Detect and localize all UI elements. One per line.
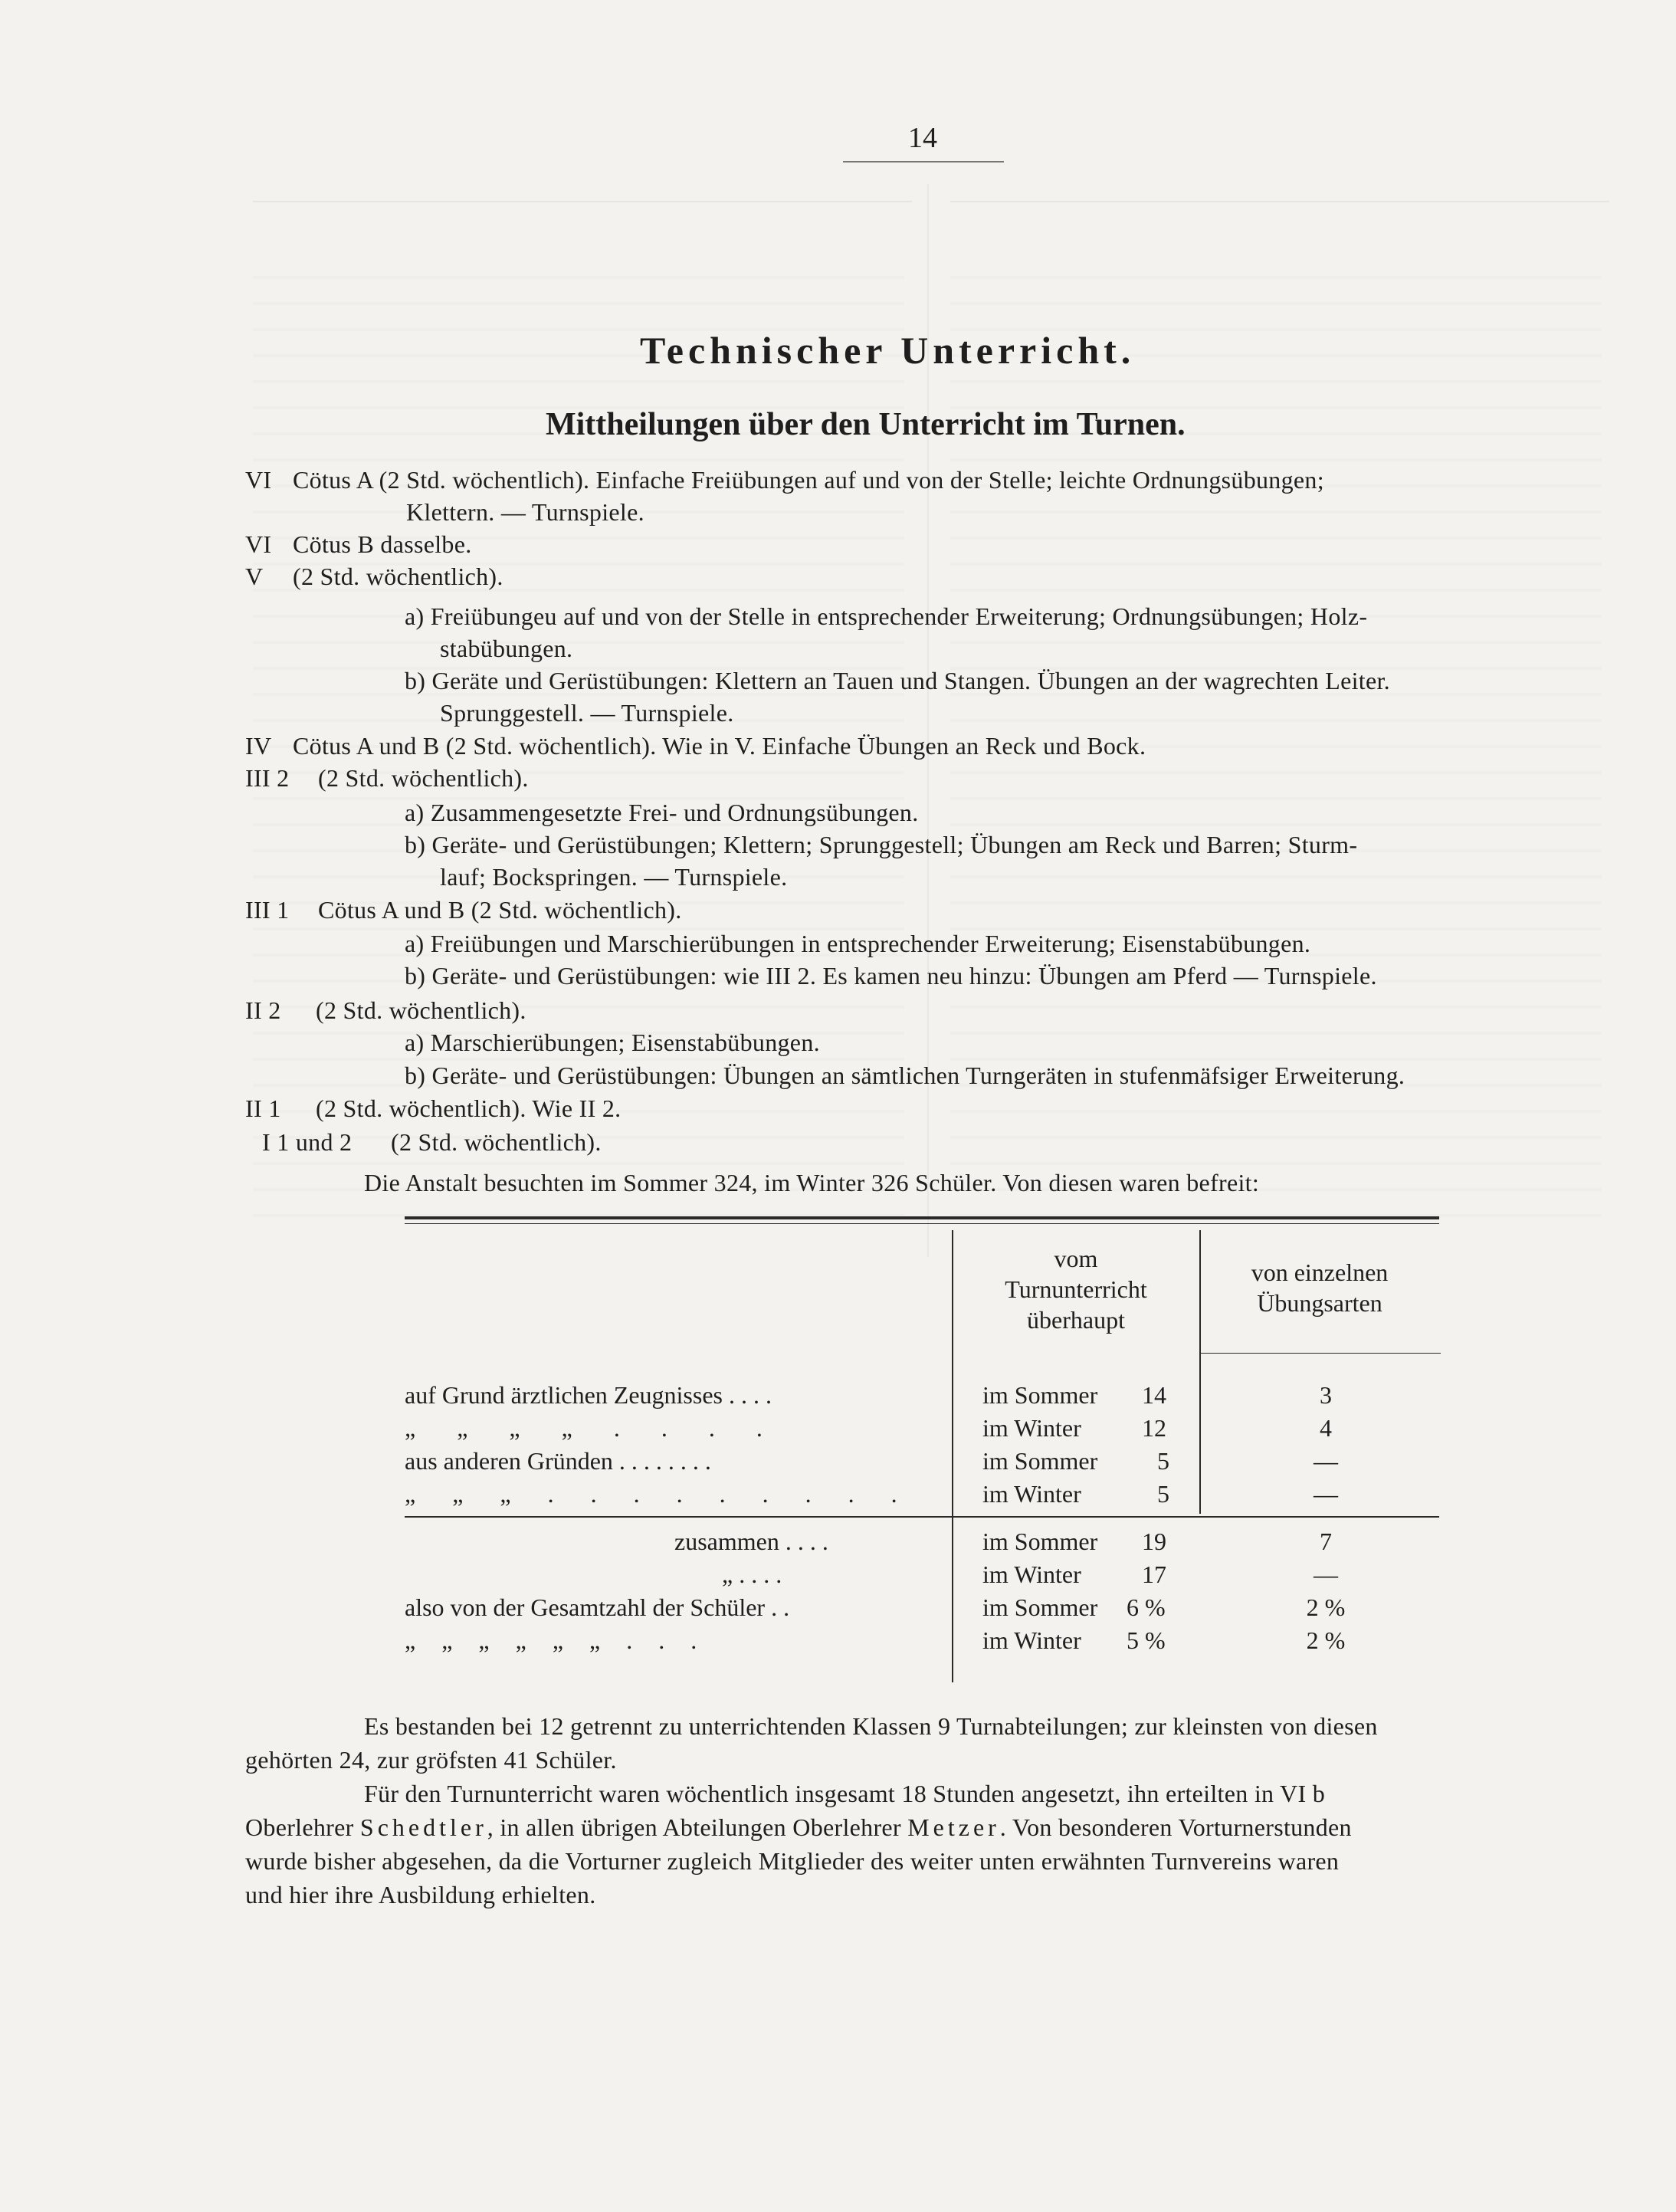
paragraph-2-line-1: Für den Turnunterricht waren wöchentlich insgesamt 18 Stunden angesetzt, ihn erteilten in VI b <box>364 1780 1326 1807</box>
page-number: 14 <box>908 122 937 154</box>
paragraph-2-text: Oberlehrer <box>245 1813 354 1841</box>
table-sum-count: 17 <box>1142 1561 1166 1588</box>
class-vi-a-text: Cötus A (2 Std. wöchentlich). Einfache Freiübungen auf und von der Stelle; leichte Ordnungsübungen; <box>293 466 1324 494</box>
table-row-season: im Sommer <box>982 1447 1098 1475</box>
header-line: Übungsarten <box>1257 1289 1382 1317</box>
paragraph-1-line-1: Es bestanden bei 12 getrennt zu unterrichtenden Klassen 9 Turnabteilungen; zur kleinsten von diesen <box>364 1712 1378 1740</box>
table-row-season: im Winter <box>982 1414 1081 1442</box>
table-header-total <box>953 1243 1199 1335</box>
class-iv-text: Cötus A und B (2 Std. wöchentlich). Wie in V. Einfache Übungen an Reck und Bock. <box>293 732 1146 760</box>
class-vi-b-text: Cötus B dasselbe. <box>293 530 472 558</box>
class-label: I 1 und 2 <box>262 1128 353 1156</box>
paragraph-2-text: , in allen übrigen Abteilungen Oberlehrer <box>487 1813 901 1841</box>
paragraph-2-text: . Von besonderen Vorturnerstunden <box>999 1813 1352 1841</box>
class-v-a2: stabübungen. <box>440 635 573 662</box>
class-label: III 1 <box>245 896 290 924</box>
table-row-label: „ „ „ „ . . . . <box>405 1414 763 1442</box>
table-sum-season: im Sommer <box>982 1528 1098 1555</box>
table-sum-count: 6 % <box>1127 1593 1166 1621</box>
table-row-count: 14 <box>1142 1381 1166 1409</box>
table-row-season: im Winter <box>982 1480 1081 1508</box>
table-sum-partial: 2 % <box>1306 1626 1346 1654</box>
class-ii2-b: b) Geräte- und Gerüstübungen: Übungen an sämtlichen Turngeräten in stufenmäfsiger Erweiterung. <box>405 1062 1405 1089</box>
table-row-label: aus anderen Gründen . . . . . . . . <box>405 1447 711 1475</box>
class-iii2-text: (2 Std. wöchentlich). <box>318 764 529 792</box>
table-header-rule <box>1199 1353 1441 1354</box>
table-sum-season: im Winter <box>982 1626 1081 1654</box>
class-v-b2: Sprunggestell. — Turnspiele. <box>440 699 734 727</box>
teacher-name: Schedtler <box>359 1813 487 1841</box>
table-sum-rule <box>405 1516 1439 1518</box>
table-row-partial: 4 <box>1320 1414 1332 1442</box>
table-top-rule <box>405 1216 1439 1219</box>
class-label: II 1 <box>245 1095 281 1122</box>
class-ii2-text: (2 Std. wöchentlich). <box>316 996 526 1024</box>
class-iii2-b2: lauf; Bockspringen. — Turnspiele. <box>440 863 788 891</box>
table-sum-label: „ „ „ „ „ „ . . . <box>405 1626 697 1654</box>
header-line: überhaupt <box>1027 1306 1125 1334</box>
page-title: Technischer Unterricht. <box>640 329 1136 372</box>
table-sum-season: im Winter <box>982 1561 1081 1588</box>
table-sum-partial: 7 <box>1320 1528 1332 1555</box>
table-sum-count: 5 % <box>1127 1626 1166 1654</box>
table-top-rule-thin <box>405 1223 1439 1224</box>
table-row-partial: — <box>1314 1480 1338 1508</box>
table-sum-label: also von der Gesamtzahl der Schüler . . <box>405 1593 790 1621</box>
class-vi-a-text2: Klettern. — Turnspiele. <box>406 498 644 526</box>
table-row-count: 5 <box>1157 1447 1169 1475</box>
paragraph-2-line-2 <box>245 1813 1605 1842</box>
class-ii1-text: (2 Std. wöchentlich). Wie II 2. <box>316 1095 622 1122</box>
table-row-label: „ „ „ . . . . . . . . . <box>405 1480 897 1508</box>
class-iii1-text: Cötus A und B (2 Std. wöchentlich). <box>318 896 682 924</box>
table-row-count: 12 <box>1142 1414 1166 1442</box>
table-sum-label: „ . . . . <box>722 1561 782 1588</box>
attendance-line: Die Anstalt besuchten im Sommer 324, im Winter 326 Schüler. Von diesen waren befreit: <box>364 1169 1260 1196</box>
table-sum-partial: — <box>1314 1561 1338 1588</box>
paragraph-2-line-4: und hier ihre Ausbildung erhielten. <box>245 1881 596 1908</box>
class-i-text: (2 Std. wöchentlich). <box>391 1128 602 1156</box>
class-label: II 2 <box>245 996 281 1024</box>
table-sum-season: im Sommer <box>982 1593 1098 1621</box>
table-sum-label: zusammen . . . . <box>674 1528 828 1555</box>
table-sum-count: 19 <box>1142 1528 1166 1555</box>
class-label: VI <box>245 466 272 494</box>
class-v-a1: a) Freiübungeu auf und von der Stelle in entsprechender Erweiterung; Ordnungsübungen; Holz- <box>405 602 1368 630</box>
table-row-partial: — <box>1314 1447 1338 1475</box>
header-line: von einzelnen <box>1251 1259 1389 1286</box>
table-row-label: auf Grund ärztlichen Zeugnisses . . . . <box>405 1381 772 1409</box>
table-row-season: im Sommer <box>982 1381 1098 1409</box>
paragraph-2-line-3: wurde bisher abgesehen, da die Vorturner zugleich Mitglieder des weiter unten erwähnten Turnvereins waren <box>245 1847 1340 1875</box>
header-line: Turnunterricht <box>1005 1275 1147 1303</box>
teacher-name: Metzer <box>907 1813 1000 1841</box>
table-row-count: 5 <box>1157 1480 1169 1508</box>
table-header-partial <box>1201 1257 1438 1318</box>
table-row-partial: 3 <box>1320 1381 1332 1409</box>
class-iii1-a: a) Freiübungen und Marschierübungen in entsprechender Erweiterung; Eisenstabübungen. <box>405 930 1311 957</box>
class-label: VI <box>245 530 272 558</box>
section-subtitle: Mittheilungen über den Unterricht im Turnen. <box>546 407 1186 442</box>
page-number-rule <box>843 161 1004 162</box>
class-ii2-a: a) Marschierübungen; Eisenstabübungen. <box>405 1029 820 1056</box>
class-label: IV <box>245 732 272 760</box>
class-label: V <box>245 563 264 590</box>
class-v-b1: b) Geräte und Gerüstübungen: Klettern an Tauen und Stangen. Übungen an der wagrechten Leiter. <box>405 667 1390 694</box>
paragraph-1-line-2: gehörten 24, zur gröfsten 41 Schüler. <box>245 1746 617 1774</box>
class-iii2-b1: b) Geräte- und Gerüstübungen; Klettern; Sprunggestell; Übungen am Reck und Barren; Sturm- <box>405 831 1358 858</box>
class-label: III 2 <box>245 764 290 792</box>
class-iii2-a: a) Zusammengesetzte Frei- und Ordnungsübungen. <box>405 799 919 826</box>
table-sum-partial: 2 % <box>1306 1593 1346 1621</box>
class-iii1-b: b) Geräte- und Gerüstübungen: wie III 2. Es kamen neu hinzu: Übungen am Pferd — Turnspiele. <box>405 962 1377 989</box>
header-line: vom <box>1054 1245 1098 1272</box>
class-v-text: (2 Std. wöchentlich). <box>293 563 503 590</box>
